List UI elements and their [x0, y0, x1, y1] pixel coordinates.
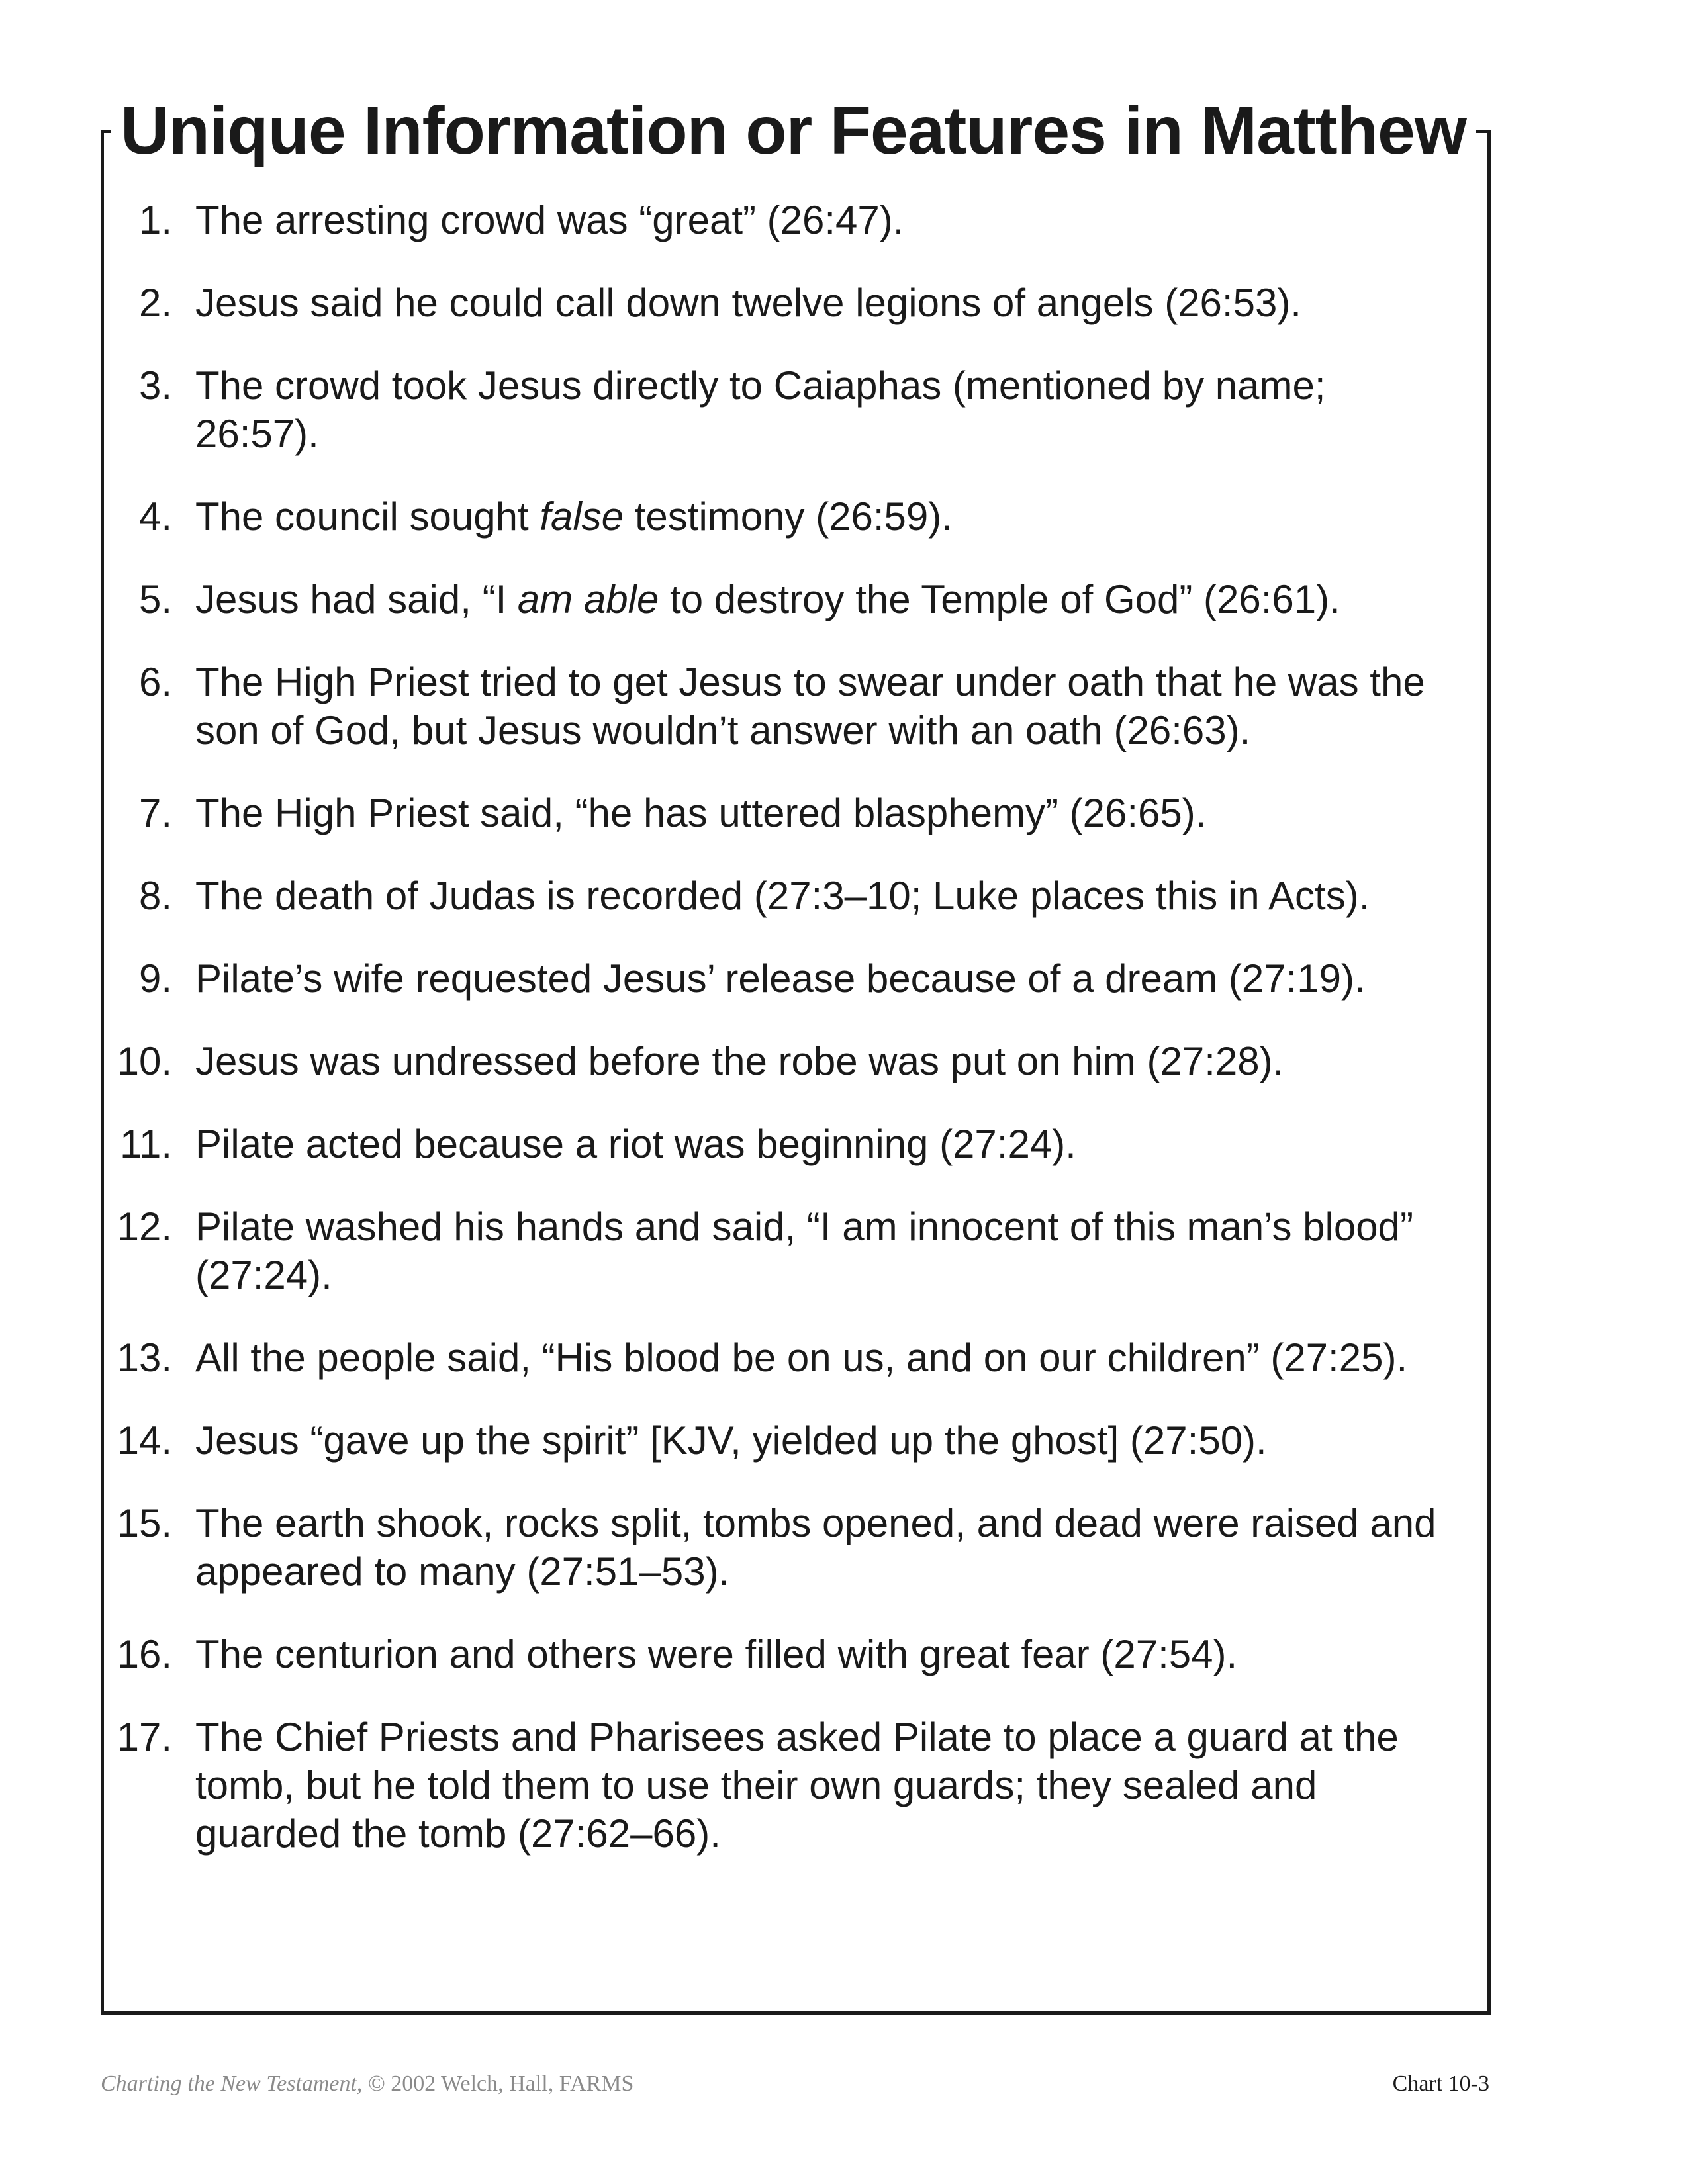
footer-citation — [101, 2071, 633, 2097]
list-item — [0, 1203, 1489, 1299]
item-number: 8. — [138, 874, 172, 918]
item-text-main: Jesus said he could call down twelve legions of angels (26:53). — [195, 281, 1301, 325]
list-item — [0, 1037, 1489, 1085]
item-text — [195, 1037, 1460, 1085]
item-text-main: Jesus was undressed before the robe was put on him (27:28). — [195, 1039, 1284, 1083]
item-text-main: The High Priest tried to get Jesus to swear under oath that he was the son of God, but Jesus wouldn’t answer with an oath (26:63). — [195, 660, 1425, 752]
list-item — [0, 279, 1489, 327]
item-text-main: The Chief Priests and Pharisees asked Pilate to place a guard at the tomb, but he told them to use their own guards; they sealed and guarded the tomb (27:62–66). — [195, 1715, 1399, 1856]
chart-label: Chart 10-3 — [1392, 2071, 1489, 2096]
item-text — [195, 1713, 1460, 1858]
item-number: 10. — [117, 1039, 172, 1083]
item-text-main: Pilate’s wife requested Jesus’ release because of a dream (27:19). — [195, 956, 1366, 1001]
item-number: 1. — [138, 198, 172, 242]
item-text — [195, 1416, 1460, 1465]
item-text-main: Jesus “gave up the spirit” [KJV, yielded up the ghost] (27:50). — [195, 1418, 1267, 1463]
item-number: 11. — [120, 1122, 172, 1166]
page-title: Unique Information or Features in Matthew — [111, 87, 1476, 173]
list-item — [0, 1416, 1489, 1465]
item-number: 15. — [117, 1501, 172, 1545]
item-text — [195, 575, 1460, 623]
item-text — [195, 658, 1460, 754]
item-text-main: Jesus had said, “I — [195, 577, 518, 621]
list-item — [0, 361, 1489, 458]
list-item — [0, 1713, 1489, 1858]
item-text — [195, 1203, 1460, 1299]
footer-copyright: © 2002 Welch, Hall, FARMS — [362, 2071, 634, 2096]
item-text-main: Pilate washed his hands and said, “I am innocent of this man’s blood” (27:24). — [195, 1205, 1413, 1297]
list-item — [0, 954, 1489, 1003]
item-number: 12. — [117, 1205, 172, 1249]
item-text-main: The crowd took Jesus directly to Caiaphas (mentioned by name; 26:57). — [195, 363, 1326, 456]
item-text — [195, 361, 1460, 458]
item-text-main: The council sought — [195, 494, 540, 539]
footer-book-title: Charting the New Testament, — [101, 2071, 363, 2096]
item-text — [195, 492, 1460, 541]
item-text-main: Pilate acted because a riot was beginning (27:24). — [195, 1122, 1076, 1166]
item-text — [195, 1334, 1460, 1382]
list-item — [0, 1334, 1489, 1382]
item-text — [195, 1499, 1460, 1596]
item-number: 6. — [138, 660, 172, 704]
item-text-main: The earth shook, rocks split, tombs opened, and dead were raised and appeared to many (27:51–53). — [195, 1501, 1436, 1594]
item-text-emphasis: false — [539, 494, 624, 539]
item-text — [195, 954, 1460, 1003]
item-text-rest: testimony (26:59). — [624, 494, 953, 539]
item-text-main: The death of Judas is recorded (27:3–10; Luke places this in Acts). — [195, 874, 1370, 918]
item-text-main: All the people said, “His blood be on us, and on our children” (27:25). — [195, 1336, 1408, 1380]
item-text-emphasis: am able — [517, 577, 659, 621]
item-number: 2. — [138, 281, 172, 325]
item-text — [195, 279, 1460, 327]
list-item — [0, 1499, 1489, 1596]
item-number: 16. — [117, 1632, 172, 1676]
item-number: 4. — [138, 494, 172, 539]
item-number: 7. — [138, 791, 172, 835]
list-item — [0, 196, 1489, 244]
list-item — [0, 789, 1489, 837]
item-number: 17. — [117, 1715, 172, 1759]
list-item — [0, 872, 1489, 920]
list-item — [0, 1120, 1489, 1168]
item-text-main: The High Priest said, “he has uttered blasphemy” (26:65). — [195, 791, 1207, 835]
item-text — [195, 789, 1460, 837]
item-text — [195, 1630, 1460, 1678]
item-text-main: The arresting crowd was “great” (26:47). — [195, 198, 904, 242]
list-item — [0, 1630, 1489, 1678]
item-text — [195, 196, 1460, 244]
item-text-main: The centurion and others were filled with great fear (27:54). — [195, 1632, 1238, 1676]
list-item — [0, 658, 1489, 754]
item-text-rest: to destroy the Temple of God” (26:61). — [659, 577, 1340, 621]
item-text — [195, 1120, 1460, 1168]
item-number: 3. — [138, 363, 172, 408]
item-number: 13. — [117, 1336, 172, 1380]
list-item — [0, 492, 1489, 541]
feature-list — [0, 196, 1489, 1892]
item-text — [195, 872, 1460, 920]
list-item — [0, 575, 1489, 623]
item-number: 14. — [117, 1418, 172, 1463]
item-number: 9. — [138, 956, 172, 1001]
item-number: 5. — [138, 577, 172, 621]
